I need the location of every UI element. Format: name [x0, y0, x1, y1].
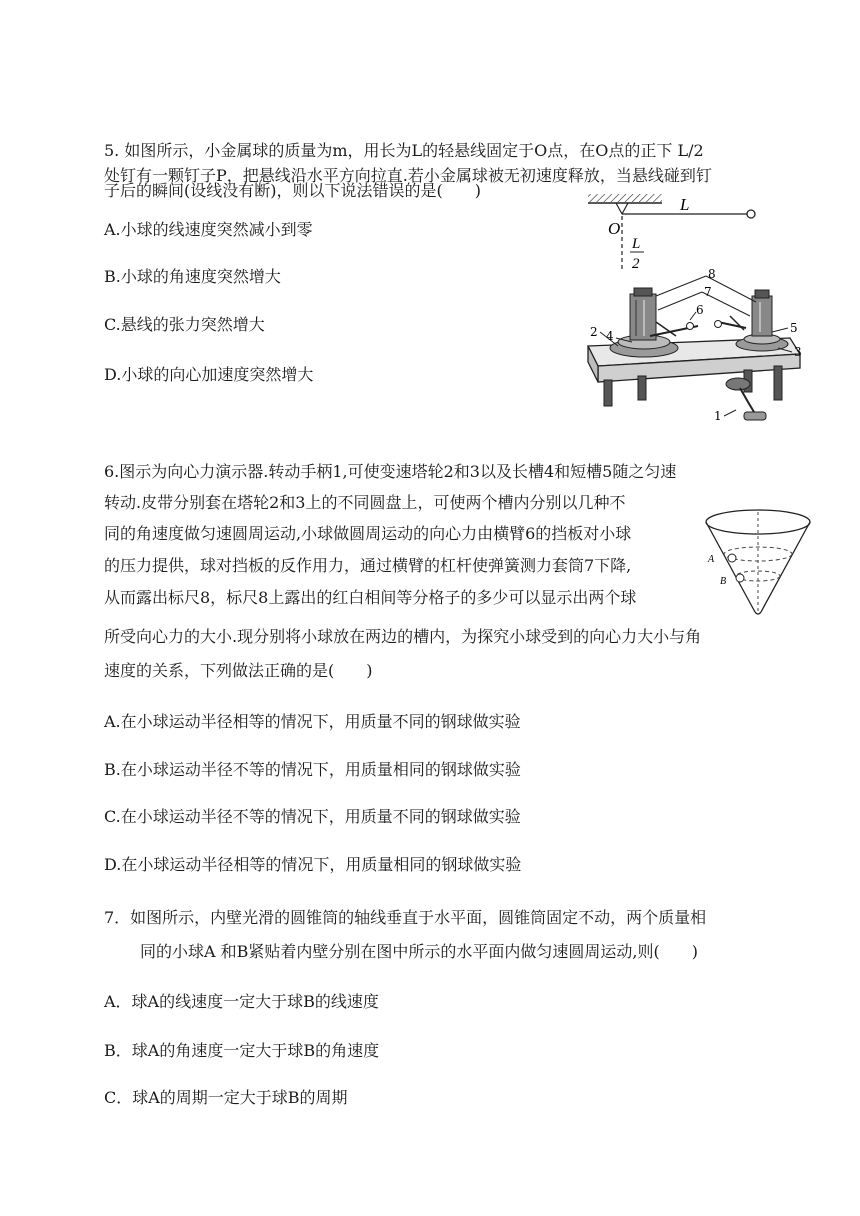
q7-option-a: A．球A的线速度一定大于球B的线速度 [104, 992, 379, 1011]
metal-ball [747, 210, 755, 218]
label-b: B [720, 576, 727, 587]
q6-option-c: C.在小球运动半径不等的情况下，用质量不同的钢球做实验 [104, 807, 521, 826]
q6-option-b: B.在小球运动半径不等的情况下，用质量相同的钢球做实验 [104, 760, 521, 779]
label-half-num: L [632, 236, 641, 252]
label-O: O [608, 219, 621, 238]
label-2: 2 [590, 325, 598, 339]
q7-option-c: C．球A的周期一定大于球B的周期 [104, 1088, 348, 1107]
q5-stem-line-1: 5. 如图所示，小金属球的质量为m，用长为L的轻悬线固定于O点，在O点的正下 L/2 [104, 141, 704, 160]
q6-stem-line-4: 的压力提供，球对挡板的反作用力，通过横臂的杠杆使弹簧测力套筒7下降, [104, 556, 632, 575]
q5-option-d: D.小球的向心加速度突然增大 [104, 365, 314, 384]
q6-stem-line-1: 6.图示为向心力演示器.转动手柄1,可使变速塔轮2和3以及长槽4和短槽5随之匀速 [104, 462, 677, 481]
label-3: 3 [794, 345, 802, 359]
q6-option-d: D.在小球运动半径相等的情况下，用质量相同的钢球做实验 [104, 855, 522, 874]
q7-option-b: B．球A的角速度一定大于球B的角速度 [104, 1041, 380, 1060]
cone-figure [700, 506, 816, 618]
q6-stem-line-7: 速度的关系，下列做法正确的是( ) [104, 661, 373, 680]
label-4: 4 [606, 329, 614, 343]
label-7: 7 [704, 285, 712, 299]
q5-option-c: C.悬线的张力突然增大 [104, 315, 265, 334]
label-6: 6 [696, 303, 704, 317]
label-8: 8 [708, 267, 716, 281]
label-a: A [708, 554, 715, 565]
q6-option-a: A.在小球运动半径相等的情况下，用质量不同的钢球做实验 [104, 712, 521, 731]
pendulum-figure [582, 188, 772, 278]
ball-a [728, 554, 736, 562]
q5-stem-line-2: 处钉有一颗钉子P，把悬线沿水平方向拉直.若小金属球被无初速度释放，当悬线碰到钉 [104, 166, 712, 185]
ball-b [736, 574, 744, 582]
q5-option-b: B.小球的角速度突然增大 [104, 267, 281, 286]
label-5: 5 [790, 321, 798, 335]
q7-stem-line-1: 7．如图所示，内壁光滑的圆锥筒的轴线垂直于水平面，圆锥筒固定不动，两个质量相 [104, 908, 707, 927]
apparatus-figure [578, 266, 810, 430]
q6-stem-line-2: 转动.皮带分别套在塔轮2和3上的不同圆盘上，可使两个槽内分别以几种不 [104, 493, 626, 512]
ceiling-hatch [588, 194, 662, 202]
label-L: L [680, 195, 690, 214]
q5-option-a: A.小球的线速度突然减小到零 [104, 220, 313, 239]
q7-stem-line-2: 同的小球A 和B紧贴着内壁分别在图中所示的水平面内做匀速圆周运动,则( ) [140, 942, 698, 961]
q5-stem-line-3: 子后的瞬间(设线没有断)，则以下说法错误的是( ) [104, 181, 481, 200]
label-1: 1 [714, 409, 722, 423]
label-half-den: 2 [632, 256, 640, 272]
q6-stem-line-5: 从而露出标尺8，标尺8上露出的红白相间等分格子的多少可以显示出两个球 [104, 588, 637, 607]
q6-stem-line-3: 同的角速度做匀速圆周运动,小球做圆周运动的向心力由横臂6的挡板对小球 [104, 524, 632, 543]
q6-stem-line-6: 所受向心力的大小.现分别将小球放在两边的槽内，为探究小球受到的向心力大小与角 [104, 627, 702, 646]
